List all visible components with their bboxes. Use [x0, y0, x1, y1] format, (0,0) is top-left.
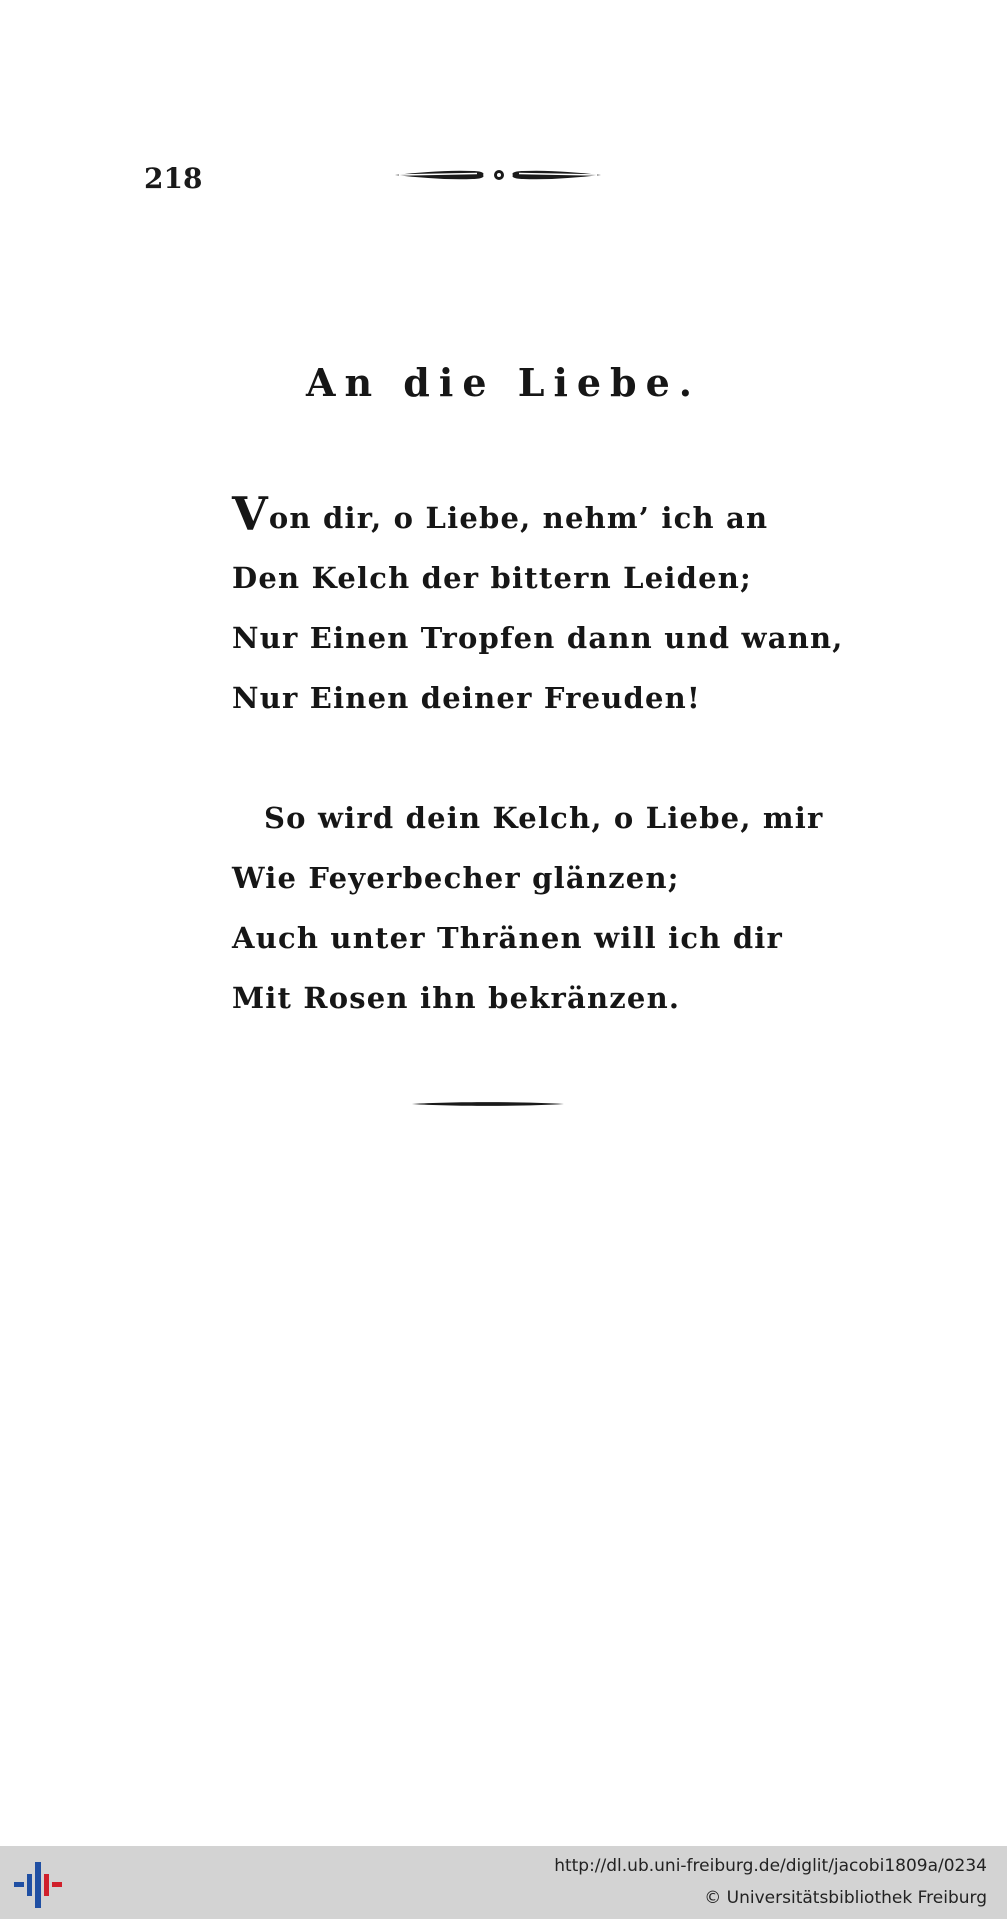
head-ornament-icon [393, 164, 603, 186]
verse-line [232, 488, 792, 548]
verse-line: Nur Einen deiner Freuden! [232, 681, 701, 715]
page-number: 218 [144, 162, 203, 195]
stanza-2 [232, 788, 824, 1028]
verse-line: Den Kelch der bittern Leiden; [232, 561, 752, 595]
stanza-1 [232, 487, 844, 728]
verse-line: Mit Rosen ihn bekränzen. [232, 981, 681, 1015]
verse-line: Nur Einen Tropfen dann und wann, [232, 621, 844, 655]
end-rule-icon [412, 1098, 564, 1110]
verse-line: So wird dein Kelch, o Liebe, mir [264, 801, 824, 835]
ub-freiburg-logo-icon[interactable] [10, 1856, 66, 1912]
drop-initial: V [232, 487, 269, 541]
poem-title: An die Liebe. [305, 360, 702, 405]
viewer-footer [0, 1846, 1007, 1919]
permalink-url[interactable]: http://dl.ub.uni-freiburg.de/diglit/jacobi1809a/0234 [554, 1856, 987, 1876]
copyright-notice: © Universitätsbibliothek Freiburg [704, 1888, 987, 1908]
verse-line: Wie Feyerbecher glänzen; [232, 861, 680, 895]
verse-line: Auch unter Thränen will ich dir [232, 921, 784, 955]
verse-line-text: on dir, o Liebe, nehm’ ich an [268, 501, 769, 535]
